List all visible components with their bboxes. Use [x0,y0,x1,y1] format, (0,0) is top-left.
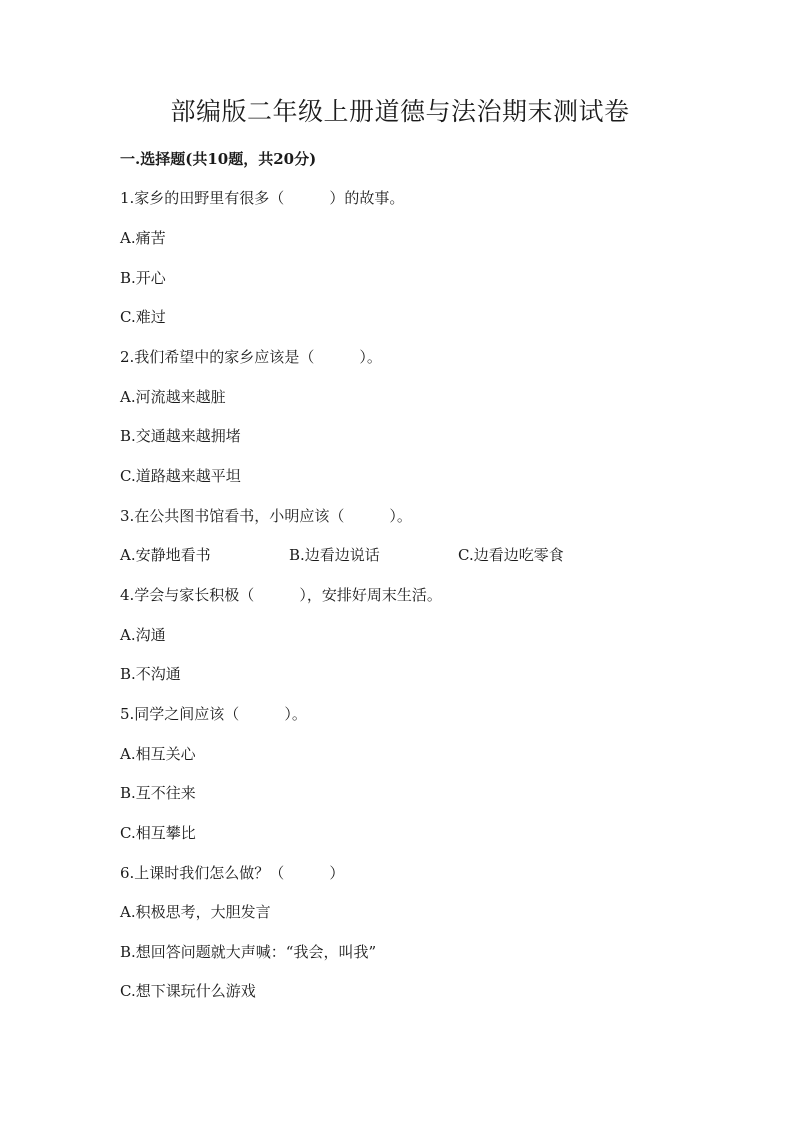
question-5-option-b: B.互不往来 [120,784,196,802]
question-4-option-b: B.不沟通 [120,665,181,683]
question-5-option-a: A.相互关心 [120,745,196,763]
question-5-stem: 5.同学之间应该（ ）。 [120,705,307,723]
question-6-stem: 6.上课时我们怎么做？（ ） [120,864,345,882]
question-3-stem: 3.在公共图书馆看书，小明应该（ ）。 [120,507,412,525]
question-4-option-a: A.沟通 [120,626,166,644]
question-1-option-b: B.开心 [120,269,166,287]
question-1-option-a: A.痛苦 [120,229,166,247]
question-3-option-b: B.边看边说话 [289,546,380,564]
question-1-stem: 1.家乡的田野里有很多（ ）的故事。 [120,189,405,207]
question-2-option-c: C.道路越来越平坦 [120,467,241,485]
question-2-option-a: A.河流越来越脏 [120,388,226,406]
question-3-option-a: A.安静地看书 [120,546,211,564]
page-title: 部编版二年级上册道德与法治期末测试卷 [170,97,630,126]
question-2-stem: 2.我们希望中的家乡应该是（ ）。 [120,348,382,366]
question-6-option-c: C.想下课玩什么游戏 [120,982,256,1000]
question-4-stem: 4.学会与家长积极（ ），安排好周末生活。 [120,586,442,604]
question-3-option-c: C.边看边吃零食 [458,546,564,564]
section-heading: 一.选择题(共10题，共20分) [120,150,317,168]
question-6-option-b: B.想回答问题就大声喊：“我会，叫我” [120,943,377,961]
question-2-option-b: B.交通越来越拥堵 [120,427,241,445]
question-5-option-c: C.相互攀比 [120,824,196,842]
question-6-option-a: A.积极思考，大胆发言 [120,903,271,921]
question-1-option-c: C.难过 [120,308,166,326]
